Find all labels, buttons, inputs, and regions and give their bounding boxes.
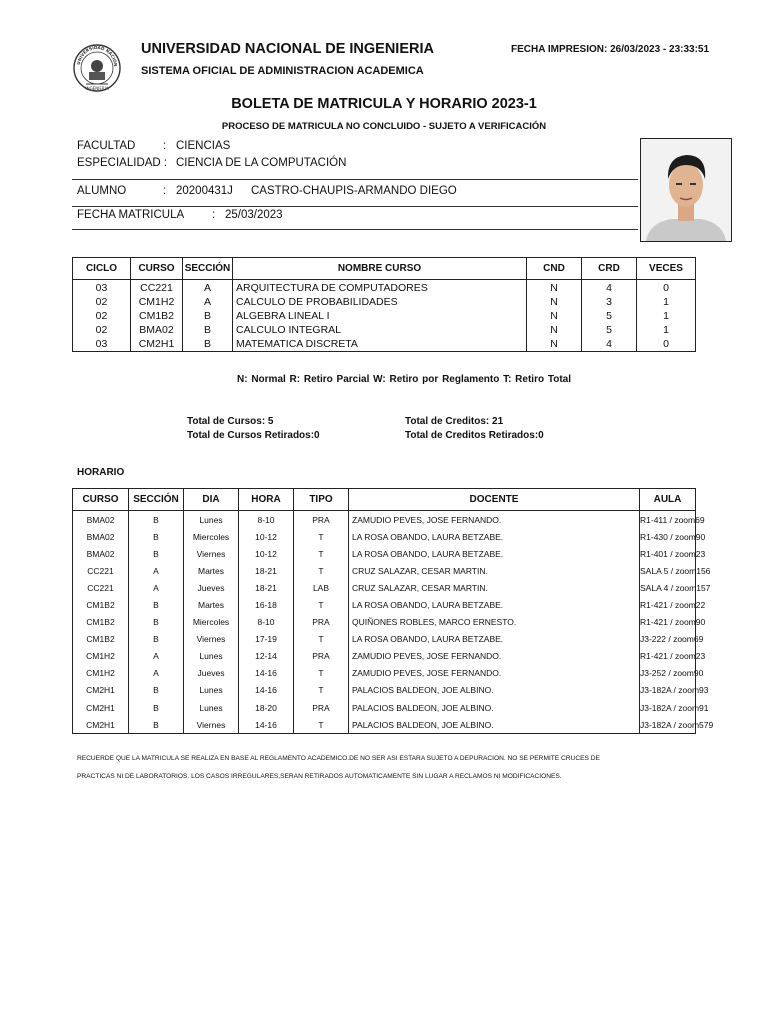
cell: Martes [184,562,239,579]
cell: 03 [73,337,131,351]
cell: 5 [582,323,637,337]
table-row [73,631,696,648]
cell: B [129,699,184,716]
student-colon: : [163,185,167,197]
cell: 18-20 [239,699,294,716]
cell: J3-222 / zoom69 [640,631,696,648]
cell: B [129,682,184,699]
table-row [73,562,696,579]
col-aula: AULA [640,489,696,511]
faculty-label: FACULTAD [77,140,136,152]
notice-line-2: PRACTICAS NI DE LABORATORIOS. LOS CASOS IRREGULARES,SERAN RETIRADOS AUTOMATICAMENTE SIN LUGAR A RECLAMOS NI MODIFICACIONES. [77,773,562,780]
col-seccion: SECCIÓN [183,258,233,280]
courses-header-row [73,258,696,280]
col-nombre: NOMBRE CURSO [233,258,527,280]
cell: 18-21 [239,562,294,579]
schedule-heading: HORARIO [77,467,125,478]
cell: T [294,665,349,682]
cell: 14-16 [239,665,294,682]
cell: MATEMATICA DISCRETA [233,337,527,351]
total-courses: Total de Cursos: 5 [187,416,274,427]
cell: T [294,631,349,648]
cell: B [183,337,233,351]
col-docente: DOCENTE [349,489,640,511]
col-veces: VECES [637,258,696,280]
cell: CRUZ SALAZAR, CESAR MARTIN. [349,562,640,579]
cell: Miercoles [184,614,239,631]
cell: SALA 4 / zoom157 [640,579,696,596]
schedule-table [72,488,714,734]
schedule-body [73,511,714,734]
col-crd: CRD [582,258,637,280]
student-photo [640,138,732,242]
table-row [73,511,696,529]
cell: CM1B2 [73,614,129,631]
cell: 10-12 [239,545,294,562]
cell: B [129,528,184,545]
student-name: CASTRO-CHAUPIS-ARMANDO DIEGO [251,185,457,197]
table-row [73,665,696,682]
cell: PALACIOS BALDEON, JOE ALBINO. [349,716,640,734]
cell: R1-421 / zoom90 [640,614,696,631]
cell: T [294,528,349,545]
cell: A [183,296,233,310]
cell: QUIÑONES ROBLES, MARCO ERNESTO. [349,614,640,631]
faculty-colon: : [163,140,167,152]
courses-table [72,257,696,352]
cell: B [129,511,184,529]
document-title: BOLETA DE MATRICULA Y HORARIO 2023-1 [231,96,537,112]
col-cnd: CND [527,258,582,280]
cell: A [129,665,184,682]
cell: BMA02 [73,511,129,529]
enroll-date-value: 25/03/2023 [225,209,283,221]
col-dia: DIA [184,489,239,511]
col-hora: HORA [239,489,294,511]
table-row [73,337,696,351]
enroll-date-label: FECHA MATRICULA [77,209,185,221]
cell: 12-14 [239,648,294,665]
cell: CM2H1 [73,716,129,734]
cell: A [129,648,184,665]
cell: LA ROSA OBANDO, LAURA BETZABE. [349,528,640,545]
cell: CM1H2 [73,665,129,682]
student-label: ALUMNO [77,185,127,197]
cell: BMA02 [131,323,183,337]
cell: R1-411 / zoom69 [640,511,696,529]
cell: LAB [294,579,349,596]
cell: 1 [637,296,696,310]
cell: 14-16 [239,682,294,699]
cell: ZAMUDIO PEVES, JOSE FERNANDO. [349,511,640,529]
cell: PRA [294,614,349,631]
col-curso: CURSO [73,489,129,511]
cell: R1-430 / zoom90 [640,528,696,545]
cell: B [129,596,184,613]
svg-text:INGENIERIA: INGENIERIA [85,86,109,91]
cell: R1-421 / zoom23 [640,648,696,665]
cell: ZAMUDIO PEVES, JOSE FERNANDO. [349,648,640,665]
cell: R1-421 / zoom22 [640,596,696,613]
cell: 8-10 [239,614,294,631]
cell: 8-10 [239,511,294,529]
cell: Martes [184,596,239,613]
schedule-header-row [73,489,696,511]
cell: B [129,716,184,734]
divider [72,229,638,230]
cell: 03 [73,280,131,296]
cell: Lunes [184,648,239,665]
cell: ARQUITECTURA DE COMPUTADORES [233,280,527,296]
cell: 16-18 [239,596,294,613]
total-credits: Total de Creditos: 21 [405,416,504,427]
cell: CALCULO INTEGRAL [233,323,527,337]
cell: B [183,310,233,324]
table-row [73,716,696,734]
cell: CM1B2 [73,596,129,613]
cell: CC221 [73,562,129,579]
cell: LA ROSA OBANDO, LAURA BETZABE. [349,631,640,648]
cell: J3-182A / zoom579 [640,716,696,734]
cell: T [294,545,349,562]
cell: PRA [294,648,349,665]
cell: 5 [582,310,637,324]
system-name: SISTEMA OFICIAL DE ADMINISTRACION ACADEMICA [141,65,424,77]
divider [72,206,638,207]
cell: Jueves [184,579,239,596]
cell: N [527,323,582,337]
cell: J3-182A / zoom93 [640,682,696,699]
cell: 02 [73,296,131,310]
cell: B [129,614,184,631]
notice-line-1: RECUERDE QUE LA MATRICULA SE REALIZA EN BASE AL REGLAMENTO ACADEMICO.DE NO SER ASI ESTARA SUJETO A DEPURACION. NO SE PERMITE CRUCES DE [77,755,600,762]
cell: 18-21 [239,579,294,596]
cell: CALCULO DE PROBABILIDADES [233,296,527,310]
student-code: 20200431J [176,185,233,197]
status-legend: N: Normal R: Retiro Parcial W: Retiro por Reglamento T: Retiro Total [237,374,571,385]
cell: Jueves [184,665,239,682]
cell: CM1B2 [73,631,129,648]
cell: Lunes [184,511,239,529]
cell: Miercoles [184,528,239,545]
cell: LA ROSA OBANDO, LAURA BETZABE. [349,545,640,562]
cell: PALACIOS BALDEON, JOE ALBINO. [349,682,640,699]
divider [72,179,638,180]
cell: 0 [637,337,696,351]
cell: 14-16 [239,716,294,734]
cell: 4 [582,280,637,296]
col-ciclo: CICLO [73,258,131,280]
specialty-label: ESPECIALIDAD : [77,157,168,169]
table-row [73,648,696,665]
print-date: FECHA IMPRESION: 26/03/2023 - 23:33:51 [511,44,710,55]
cell: CC221 [131,280,183,296]
cell: CM1H2 [73,648,129,665]
cell: 1 [637,323,696,337]
col-tipo: TIPO [294,489,349,511]
cell: 10-12 [239,528,294,545]
cell: N [527,296,582,310]
svg-text:UNIVERSIDAD NACIONAL: UNIVERSIDAD NACION [75,44,119,67]
cell: 0 [637,280,696,296]
cell: LA ROSA OBANDO, LAURA BETZABE. [349,596,640,613]
table-row [73,699,696,716]
table-row [73,310,696,324]
document-subtitle: PROCESO DE MATRICULA NO CONCLUIDO - SUJETO A VERIFICACIÓN [221,121,547,132]
table-row [73,323,696,337]
total-courses-withdrawn: Total de Cursos Retirados:0 [187,430,320,441]
cell: CC221 [73,579,129,596]
faculty-value: CIENCIAS [176,140,231,152]
cell: Lunes [184,682,239,699]
cell: PRA [294,699,349,716]
table-row [73,596,696,613]
cell: A [129,579,184,596]
cell: N [527,280,582,296]
cell: T [294,562,349,579]
cell: T [294,682,349,699]
specialty-value: CIENCIA DE LA COMPUTACIÓN [176,157,347,169]
cell: T [294,596,349,613]
cell: CM2H1 [73,682,129,699]
cell: 3 [582,296,637,310]
cell: Viernes [184,545,239,562]
cell: Viernes [184,631,239,648]
cell: CM1H2 [131,296,183,310]
cell: B [129,545,184,562]
cell: CM2H1 [73,699,129,716]
cell: J3-252 / zoom90 [640,665,696,682]
cell: R1-401 / zoom23 [640,545,696,562]
table-row [73,528,696,545]
cell: Lunes [184,699,239,716]
table-row [73,296,696,310]
cell: PRA [294,511,349,529]
cell: 17-19 [239,631,294,648]
table-row [73,579,696,596]
university-name: UNIVERSIDAD NACIONAL DE INGENIERIA [141,41,434,57]
cell: BMA02 [73,528,129,545]
cell: SALA 5 / zoom156 [640,562,696,579]
university-seal [72,38,122,100]
cell: ALGEBRA LINEAL I [233,310,527,324]
cell: Viernes [184,716,239,734]
cell: CRUZ SALAZAR, CESAR MARTIN. [349,579,640,596]
cell: ZAMUDIO PEVES, JOSE FERNANDO. [349,665,640,682]
cell: PALACIOS BALDEON, JOE ALBINO. [349,699,640,716]
cell: 02 [73,323,131,337]
col-seccion: SECCIÓN [129,489,184,511]
cell: T [294,716,349,734]
cell: BMA02 [73,545,129,562]
enroll-date-colon: : [212,209,216,221]
total-credits-withdrawn: Total de Creditos Retirados:0 [405,430,544,441]
cell: A [183,280,233,296]
table-row [73,614,696,631]
cell: CM1B2 [131,310,183,324]
cell: B [129,631,184,648]
cell: J3-182A / zoom91 [640,699,696,716]
table-row [73,682,696,699]
table-row [73,280,696,296]
cell: A [129,562,184,579]
cell: 4 [582,337,637,351]
cell: 1 [637,310,696,324]
cell: B [183,323,233,337]
cell: N [527,337,582,351]
cell: N [527,310,582,324]
cell: 02 [73,310,131,324]
col-curso: CURSO [131,258,183,280]
cell: CM2H1 [131,337,183,351]
table-row [73,545,696,562]
